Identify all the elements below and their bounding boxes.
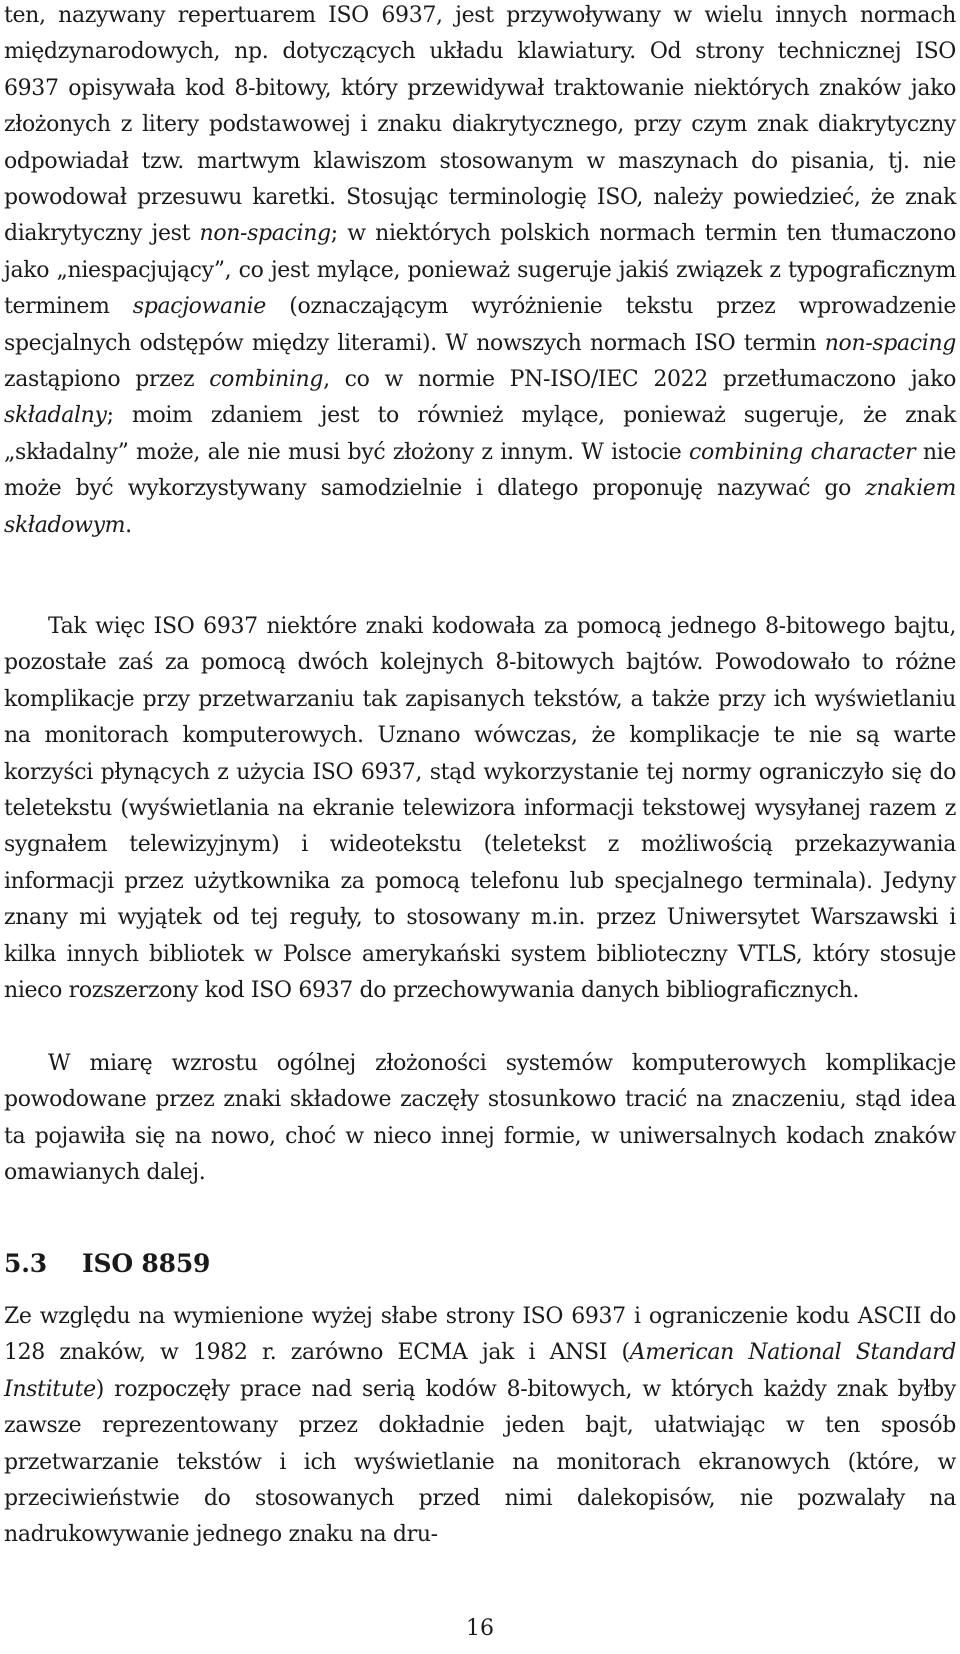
text-run: zastąpiono przez: [4, 367, 210, 393]
body-paragraph-4: [4, 1299, 956, 1554]
paragraph-1-text: [4, 0, 956, 544]
paragraph-3-text: W miarę wzrostu ogólnej złożoności systemów komputerowych komplikacje powodowane przez znaki składowe zaczęły stosunkowo tracić na znaczeniu, stąd idea ta pojawiła się na nowo, choć w nieco innej formie, w uniwersalnych kodach znaków omawianych dalej.: [4, 1051, 956, 1186]
text-run: ten, nazywany repertuarem ISO 6937, jest przywoływany w wielu innych normach międzynarodowych, np. dotyczących układu klawiatury. Od strony technicznej ISO 6937 opisywała kod 8-bitowy, który przewidywał traktowanie niektórych znaków jako złożonych z litery podstawowej i znaku diakrytycznego, przy czym znak diakrytyczny odpowiadał tzw. martwym klawiszom stosowanym w maszynach do pisania, tj. nie powodował przesuwu karetki. Stosując terminologię ISO, należy powiedzieć, że znak diakrytyczny jest: [4, 3, 956, 247]
body-paragraph-3: [4, 1046, 956, 1192]
text-run: (oznaczającym wyróżnienie tekstu przez wprowadzenie specjalnych odstępów między literami). W nowszych normach ISO termin: [4, 294, 956, 356]
italic-term-znakiem-skladowym: znakiem składowym: [4, 476, 956, 538]
text-run: nie może być wykorzystywany samodzielnie i dlatego proponuję nazywać go: [4, 439, 957, 502]
paragraph-2-text: Tak więc ISO 6937 niektóre znaki kodowała za pomocą jednego 8-bitowego bajtu, pozostałe zaś za pomocą dwóch kolejnych 8-bitowych bajtów. Powodowało to różne komplikacje przy przetwarzaniu tak zapisanych tekstów, a także przy ich wyświetlaniu na monitorach komputerowych. Uznano wówczas, że komplikacje te nie są warte korzyści płynących z użycia ISO 6937, stąd wykorzystanie tej normy ograniczyło się do teletekstu (wyświetlania na ekranie telewizora informacji tekstowej wysyłanej razem z sygnałem telewizyjnym) i wideotekstu (teletekst z możliwością przekazywania informacji przez użytkownika za pomocą telefonu lub specjalnego terminala). Jedyny znany mi wyjątek od tej reguły, to stosowany m.in. przez Uniwersytet Warszawski i kilka innych bibliotek w Polsce amerykański system biblioteczny VTLS, który stosuje nieco rozszerzony kod ISO 6937 do przechowywania danych bibliograficznych.: [4, 614, 956, 1004]
italic-term-combining-character: combining character: [689, 439, 916, 465]
italic-term-non-spacing: non-spacing: [824, 330, 956, 356]
paragraph-4-text: [4, 1299, 956, 1554]
section-heading: [4, 1248, 210, 1280]
text-run: , co w normie PN-ISO/IEC 2022 przetłumaczono jako: [323, 367, 956, 393]
body-paragraph-1: [4, 0, 956, 544]
text-run: ; w niektórych polskich normach termin ten tłumaczono jako „niespacjujący”, co jest mylące, ponieważ sugeruje jakiś związek z typograficznym terminem: [4, 221, 956, 320]
italic-term-skladalny: składalny: [4, 403, 107, 429]
text-run: ) rozpoczęły prace nad serią kodów 8-bitowych, w których każdy znak byłby zawsze reprezentowany przez dokładnie jeden bajt, ułatwiając w ten sposób przetwarzanie tekstów i ich wyświetlanie na monitorach ekranowych (które, w przeciwieństwie do stosowanych przed nimi dalekopisów, nie pozwalały na nadrukowywanie jednego znaku na dru-: [4, 1376, 956, 1548]
italic-term-non-spacing: non-spacing: [199, 221, 331, 247]
italic-term-ansi-name: American National Standard Institute: [4, 1340, 957, 1402]
body-paragraph-2: [4, 609, 956, 1009]
text-run: .: [125, 512, 132, 538]
section-number: 5.3: [4, 1249, 47, 1278]
italic-term-combining: combining: [209, 367, 324, 393]
text-run: Ze względu na wymienione wyżej słabe strony ISO 6937 i ograniczenie kodu ASCII do 128 znaków, w 1982 r. zarówno ECMA jak i ANSI (: [4, 1304, 956, 1366]
page-number: 16: [466, 1616, 494, 1641]
section-title: ISO 8859: [82, 1249, 211, 1278]
text-run: ; moim zdaniem jest to również mylące, ponieważ sugeruje, że znak „składalny” może, ale nie musi być złożony z innym. W istocie: [4, 403, 956, 465]
italic-term-spacjowanie: spacjowanie: [132, 294, 266, 320]
